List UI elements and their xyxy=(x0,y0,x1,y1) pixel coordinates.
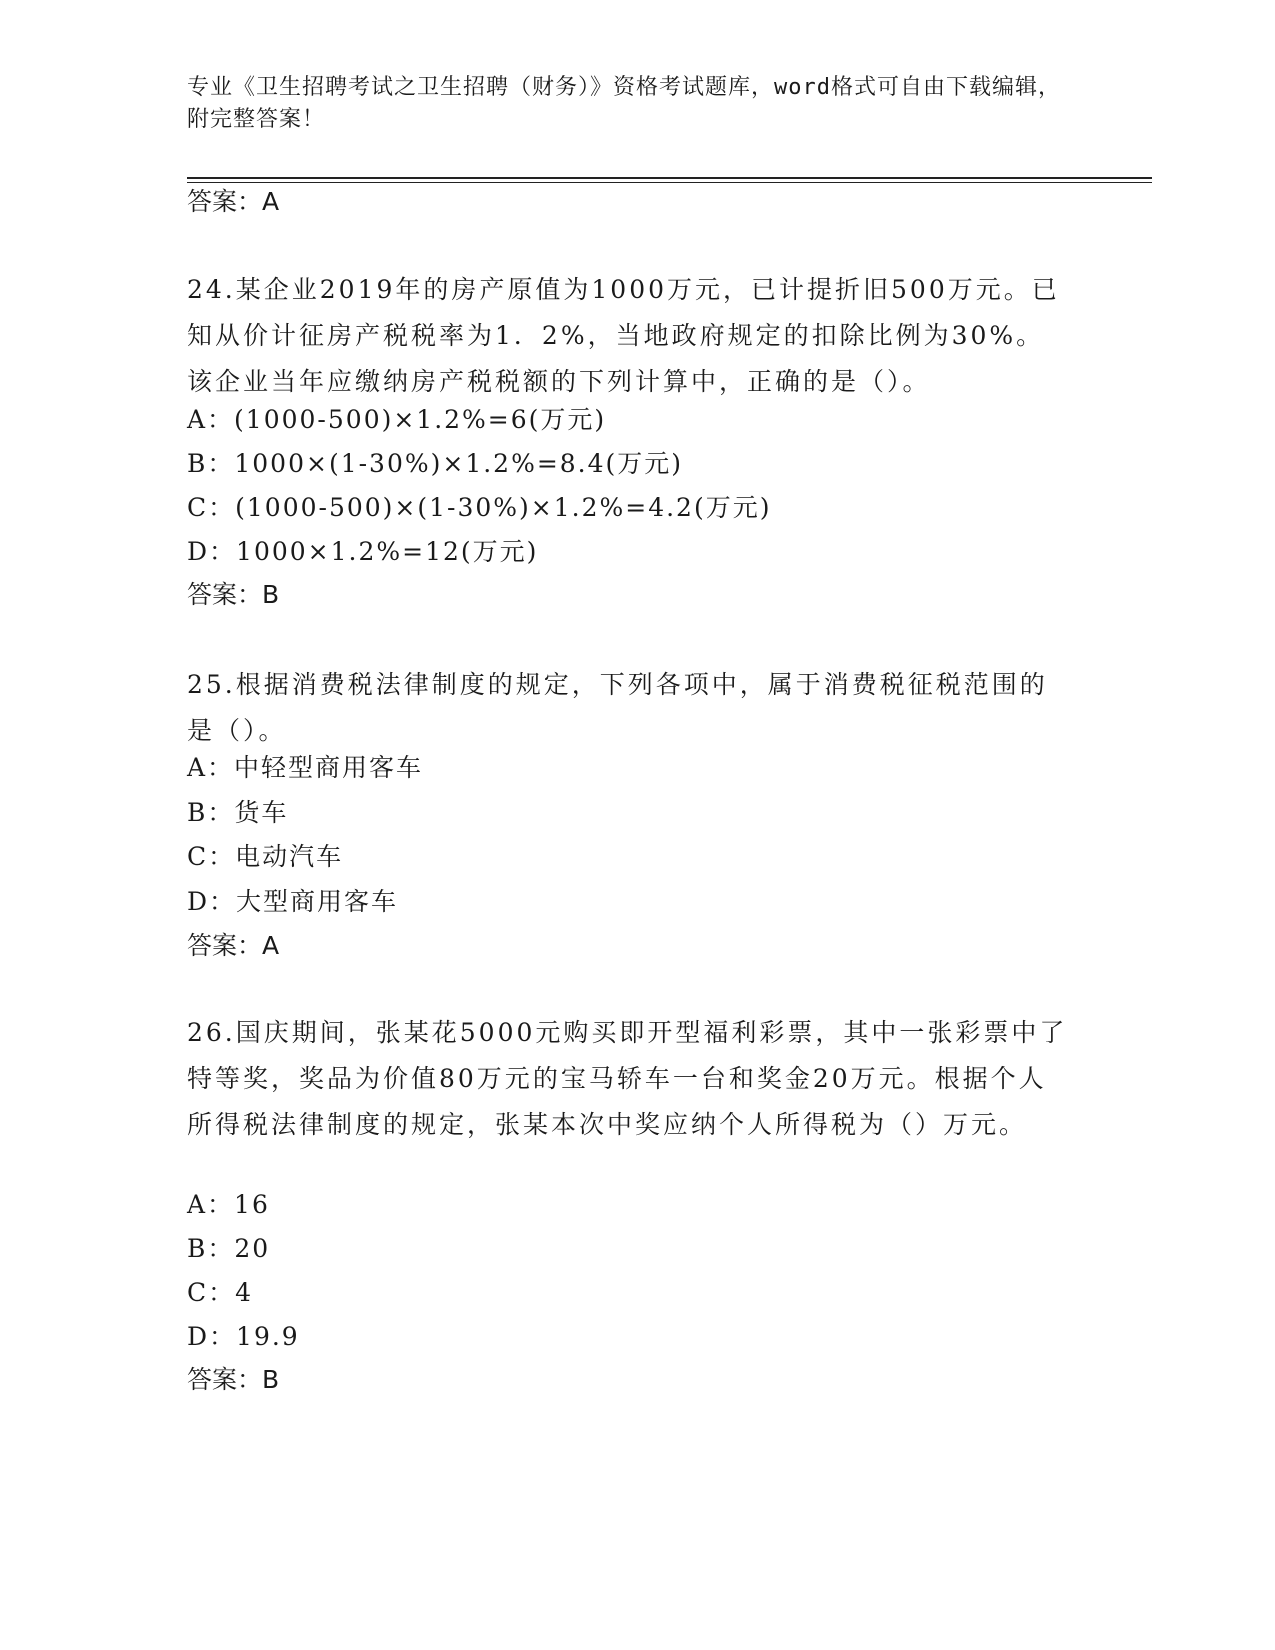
question-24-stem: 24.某企业2019年的房产原值为1000万元，已计提折旧500万元。已知从价计征房产税税率为1．2%，当地政府规定的扣除比例为30%。该企业当年应缴纳房产税税额的下列计算中，正确的是（）。 xyxy=(187,275,1060,396)
question-26-option-d: D：19.9 xyxy=(187,1322,300,1351)
question-24-option-d: D：1000×1.2%=12(万元) xyxy=(187,537,539,566)
question-24-option-c: C：(1000-500)×(1-30%)×1.2%=4.2(万元) xyxy=(187,493,772,522)
question-25-option-b: B：货车 xyxy=(187,798,289,827)
question-26-option-b: B：20 xyxy=(187,1234,271,1263)
answer-25: 答案：A xyxy=(187,931,280,960)
answer-23: 答案：A xyxy=(187,187,280,216)
question-25-stem: 25.根据消费税法律制度的规定，下列各项中，属于消费税征税范围的是（）。 xyxy=(187,670,1048,745)
question-25-option-d: D：大型商用客车 xyxy=(187,887,399,916)
question-25-option-c: C：电动汽车 xyxy=(187,842,344,871)
header-rule-thin xyxy=(187,182,1152,183)
answer-24: 答案：B xyxy=(187,580,280,609)
question-24-option-a: A：(1000-500)×1.2%=6(万元) xyxy=(187,405,607,434)
question-26-stem: 26.国庆期间，张某花5000元购买即开型福利彩票，其中一张彩票中了特等奖，奖品为价值80万元的宝马轿车一台和奖金20万元。根据个人所得税法律制度的规定，张某本次中奖应纳个人所得税为（）万元。 xyxy=(187,1018,1068,1139)
question-26-option-a: A：16 xyxy=(187,1190,270,1219)
question-24-option-b: B：1000×(1-30%)×1.2%=8.4(万元) xyxy=(187,449,684,478)
answer-26: 答案：B xyxy=(187,1365,280,1394)
question-25-option-a: A：中轻型商用客车 xyxy=(187,753,424,782)
header-rule-thick xyxy=(187,177,1152,179)
question-26-option-c: C：4 xyxy=(187,1278,254,1307)
document-header: 专业《卫生招聘考试之卫生招聘（财务）》资格考试题库，word格式可自由下载编辑，附完整答案！ xyxy=(187,75,1061,132)
